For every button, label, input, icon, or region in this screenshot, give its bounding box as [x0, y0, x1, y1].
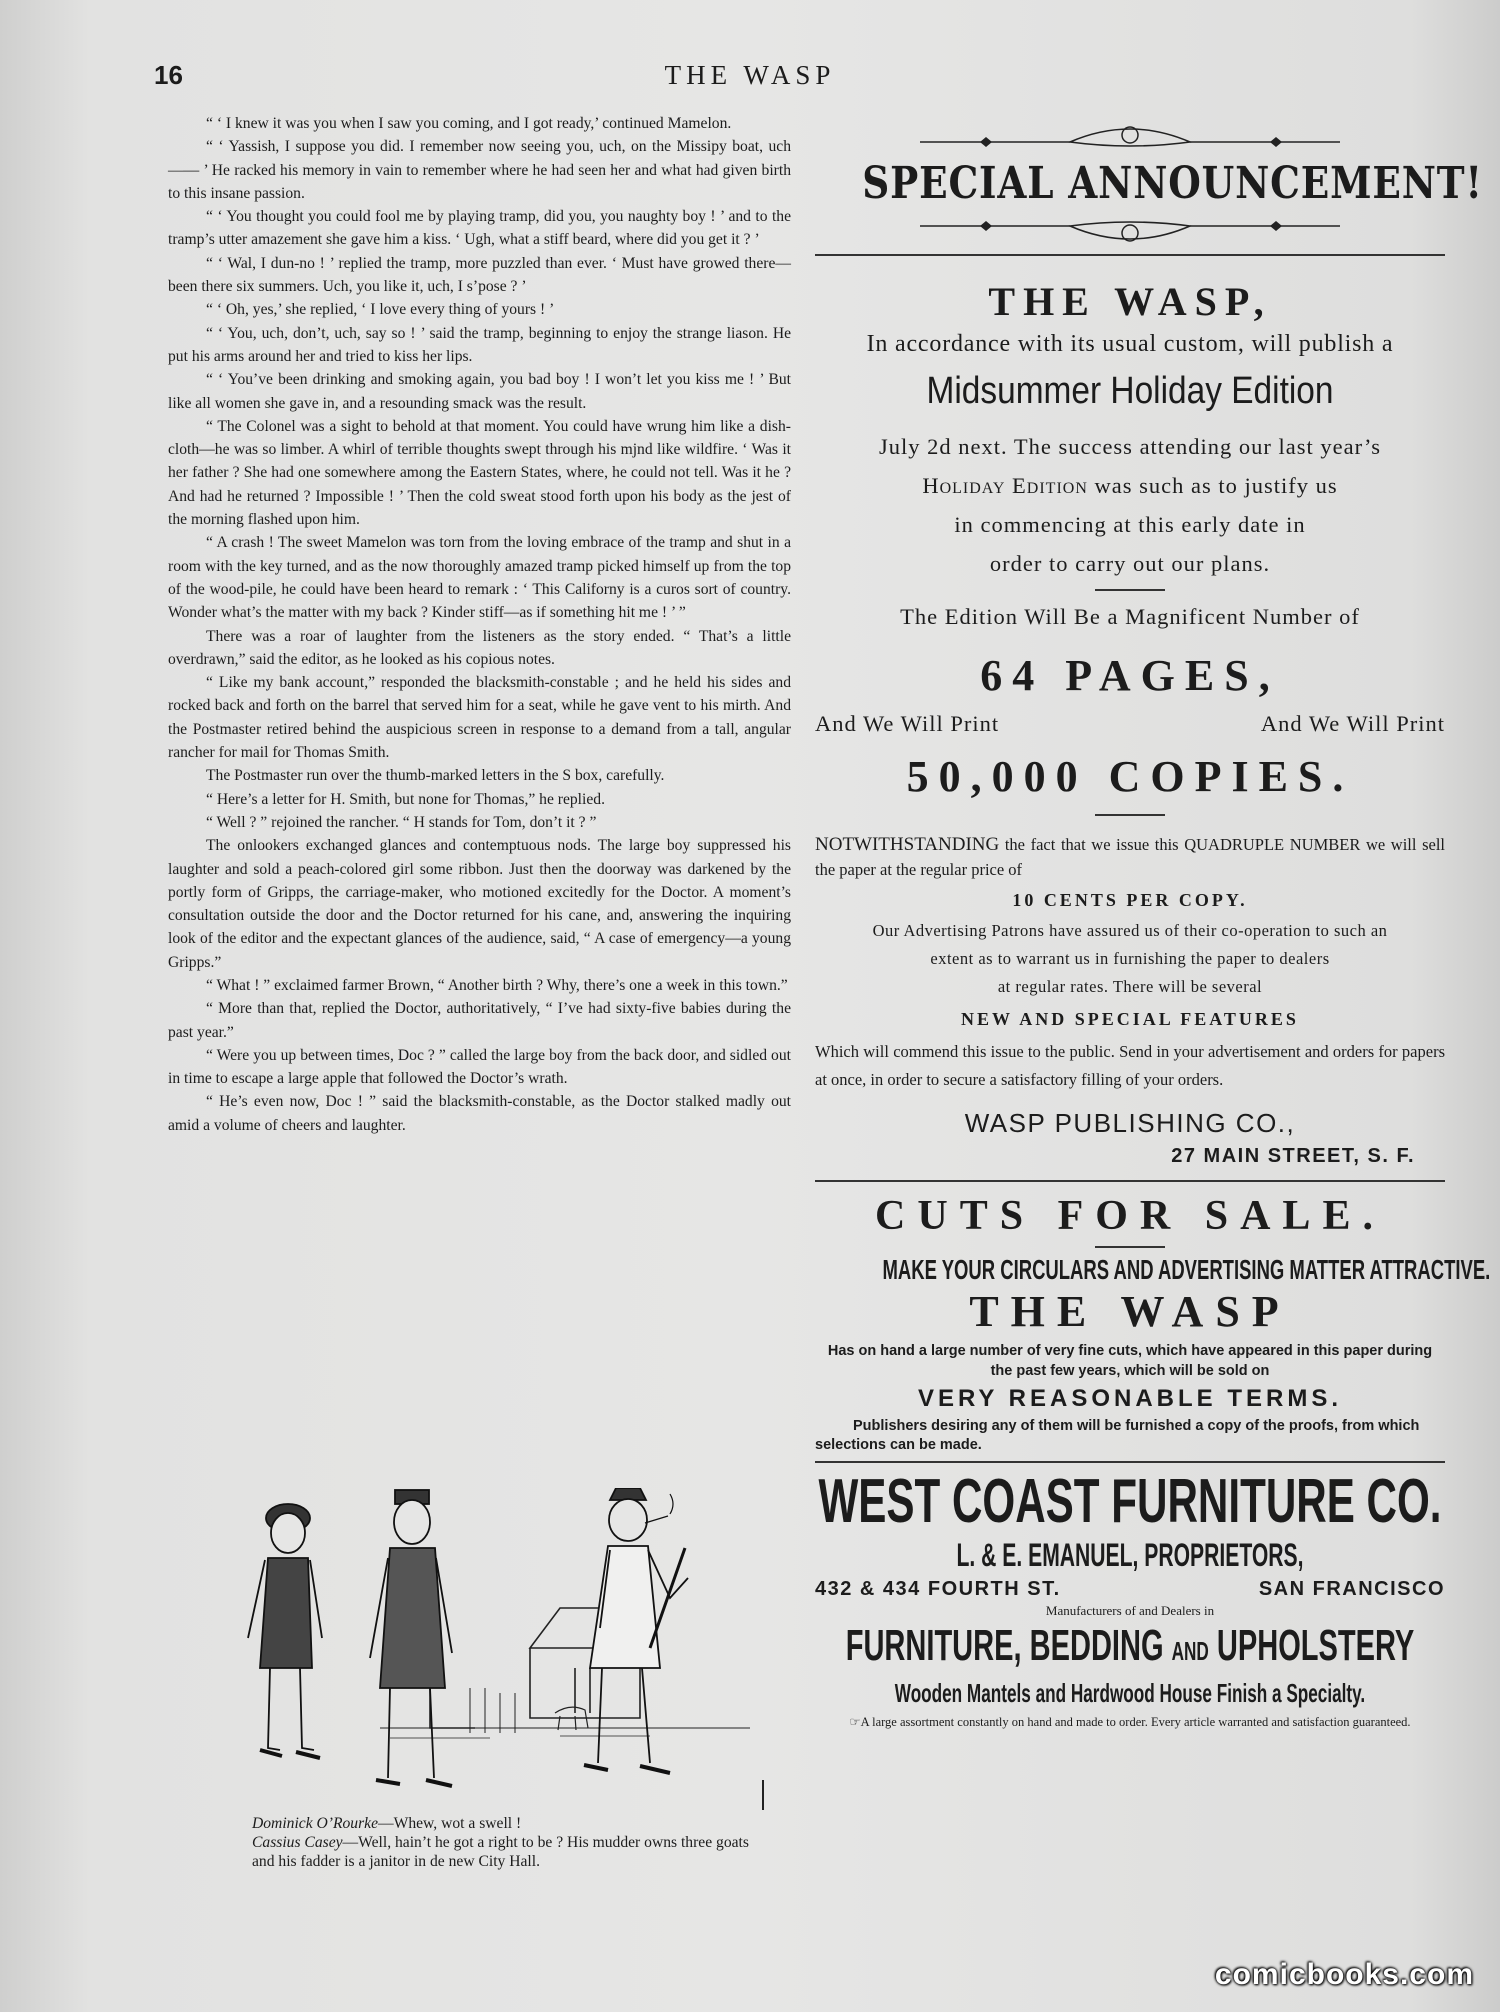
story-paragraph: “ More than that, replied the Doctor, authoritatively, “ I’ve had sixty-five babies during the past year.”	[168, 1000, 791, 1041]
goods-text: FURNITURE, BEDDING	[845, 1621, 1172, 1670]
announcement-text: was such as to justify us	[1087, 473, 1338, 498]
story-paragraph: There was a roar of laughter from the listeners as the story ended. “ That’s a little overdrawn,” said the editor, as he looked as his copious notes.	[168, 627, 791, 668]
divider	[1095, 1246, 1165, 1248]
story-paragraph: “ ‘ You’ve been drinking and smoking again, you bad boy ! I won’t let you kiss me ! ’ But like all women she gave in, and a resounding smack was the result.	[168, 371, 791, 412]
story-paragraph: “ ‘ You, uch, don’t, uch, say so ! ’ said the tramp, beginning to enjoy the strange liason. He put his arms around her and tried to kiss her lips.	[168, 324, 791, 365]
cartoon-caption	[252, 1814, 756, 1871]
cuts-subhead: MAKE YOUR CIRCULARS AND ADVERTISING MATTER ATTRACTIVE.	[882, 1254, 1491, 1285]
company-address: 27 MAIN STREET, S. F.	[1171, 1145, 1415, 1167]
notice-lead: NOTWITHSTANDING	[815, 834, 1000, 855]
edition-line: The Edition Will Be a Magnificent Number of	[900, 604, 1360, 629]
story-paragraph: “ The Colonel was a sight to behold at that moment. You could have wrung him like a dish-cloth—he was so limber. A whirl of terrible thoughts swept through his mjnd like wildfire. ‘ Was it her father ? She had one somewhere among the Eastern States, where, he could not tell. Was it he ? And had he returned ? Impossible ! ’ Then the cold sweat stood forth upon his body as the jest of the morning flashed upon him.	[168, 417, 791, 529]
notice-paragraph	[815, 832, 1445, 882]
ornament-icon	[920, 214, 1340, 248]
story-paragraph: The onlookers exchanged glances and contemptuous nods. The large boy suppressed his laughter and sold a peach-colored girl some ribbon. Just then the doorway was darkened by the portly form of Gripps, the carriage-maker, who motioned excitedly for the Doctor. A moment’s consultation outside the door and the Doctor returned for his cane, and, answering the inquiring look of the editor and the expectant glances of the audience, said, “ A case of emergency—a young Gripps.”	[168, 837, 791, 971]
announcement-intro: In accordance with its usual custom, will publish a	[866, 331, 1394, 357]
special-announcement-heading: SPECIAL ANNOUNCEMENT!	[862, 158, 1483, 209]
edition-title: Midsummer Holiday Edition	[926, 370, 1334, 412]
story-paragraph: “ A crash ! The sweet Mamelon was torn from the loving embrace of the tramp and shut in a room with the key turned, and as the now thoroughly amazed tramp picked himself up from the top of the wood-pile, he could have been heard to remark : ‘ This Californy is a curos sort of country. Wonder what’s the matter with my back ? Kinder stiff—as if something hit me ! ’ ”	[168, 534, 791, 622]
furniture-specialty: Wooden Mantels and Hardwood House Finish a Specialty.	[894, 1678, 1366, 1708]
caption-line: —Whew, wot a swell !	[378, 1815, 522, 1832]
story-paragraph: “ ‘ I knew it was you when I saw you coming, and I got ready,’ continued Mamelon.	[206, 115, 732, 132]
print-label-right: And We Will Print	[1260, 711, 1445, 736]
furniture-stock-note	[815, 1715, 1445, 1730]
cuts-publishers-note: Publishers desiring any of them will be furnished a copy of the proofs, from which selections can be made.	[815, 1418, 1420, 1453]
cuts-body: Has on hand a large number of very fine cuts, which have appeared in this paper during the past few years, which will be sold on	[827, 1343, 1433, 1379]
furniture-proprietors: L. & E. EMANUEL, PROPRIETORS,	[956, 1537, 1304, 1573]
story-paragraph: “ ‘ You thought you could fool me by playing tramp, did you, you naughty boy ! ’ and to the tramp’s utter amazement she gave him a kiss. ‘ Ugh, what a stiff beard, where did you get it ? ’	[168, 208, 791, 249]
caption-speaker: Dominick O’Rourke	[252, 1815, 379, 1832]
publisher-name: THE WASP,	[988, 279, 1272, 324]
patrons-line: extent as to warrant us in furnishing the paper to dealers	[930, 949, 1330, 968]
watermark: comicbooks.com	[1214, 1958, 1474, 1991]
caption-speaker: Cassius Casey	[252, 1834, 343, 1851]
divider	[1095, 814, 1165, 816]
story-paragraph: “ What ! ” exclaimed farmer Brown, “ Another birth ? Why, there’s one a week in this town.”	[206, 976, 788, 994]
print-label-left: And We Will Print	[815, 711, 1000, 736]
print-row	[815, 711, 1445, 737]
cartoon-illustration	[230, 1488, 770, 1828]
divider	[815, 1461, 1445, 1463]
story-paragraph: “ ‘ Wal, I dun-no ! ’ replied the tramp, more puzzled than ever. ‘ Must have growed there—been there six summers. Uch, you like it, uch, I s’pose ? ’	[168, 254, 791, 296]
story-paragraph: “ He’s even now, Doc ! ” said the blacksmith-constable, as the Doctor stalked madly out amid a volume of cheers and laughter.	[168, 1093, 791, 1134]
story-paragraph: “ Well ? ” rejoined the rancher. “ H stands for Tom, don’t it ? ”	[206, 813, 597, 831]
story-paragraph: “ ‘ Oh, yes,’ she replied, ‘ I love every thing of yours ! ’	[206, 301, 555, 319]
patrons-line: at regular rates. There will be several	[997, 977, 1263, 996]
divider	[1095, 589, 1165, 591]
price-line: 10 CENTS PER COPY.	[1012, 890, 1248, 910]
goods-text: UPHOLSTERY	[1208, 1621, 1415, 1670]
furniture-company-name: WEST COAST FURNITURE CO.	[818, 1467, 1442, 1536]
furniture-street: 432 & 434 FOURTH ST.	[815, 1578, 1061, 1600]
company-name: WASP PUBLISHING CO.,	[964, 1108, 1296, 1138]
goods-and: AND	[1171, 1636, 1209, 1666]
divider	[815, 254, 1445, 256]
advertisement-column	[815, 120, 1491, 1730]
furniture-dealers: Manufacturers of and Dealers in	[1045, 1603, 1215, 1618]
patrons-line: Our Advertising Patrons have assured us of their co-operation to such an	[872, 921, 1388, 940]
story-paragraph: The Postmaster run over the thumb-marked letters in the S box, carefully.	[206, 767, 665, 785]
ornament-icon	[920, 120, 1340, 154]
page-number: 16	[154, 60, 183, 90]
copies-count: 50,000 COPIES.	[906, 752, 1354, 801]
caption-line: —Well, hain’t he got a right to be ? His mudder owns three goats and his fadder is a janitor in de new City Hall.	[252, 1834, 749, 1870]
story-paragraph: “ Like my bank account,” responded the blacksmith-constable ; and he held his sides and rocked back and forth on the barrel that served him for a seat, while he gave vent to his mirth. And the Postmaster retired behind the auspicious screen in response to a demand from a tall, angular rancher for mail for Thomas Smith.	[168, 674, 791, 762]
story-paragraph: “ Here’s a letter for H. Smith, but none for Thomas,” he replied.	[206, 790, 605, 808]
cuts-heading: CUTS FOR SALE.	[875, 1193, 1385, 1239]
announcement-line	[815, 466, 1445, 505]
margin-mark	[762, 1780, 764, 1810]
furniture-address-row	[815, 1578, 1445, 1601]
divider	[815, 1180, 1445, 1182]
holiday-edition-label: Holiday Edition	[922, 473, 1088, 498]
story-paragraph: “ Were you up between times, Doc ? ” called the large boy from the back door, and sidled out in time to escape a large apple that followed the Doctor’s wrath.	[168, 1046, 791, 1088]
pointing-hand-icon: ☞	[849, 1715, 861, 1729]
story-column	[168, 112, 791, 1137]
features-line: NEW AND SPECIAL FEATURES	[961, 1009, 1299, 1029]
announcement-line: in commencing at this early date in	[954, 512, 1306, 537]
furniture-goods	[843, 1621, 1417, 1676]
notice-text: the fact that we issue this QUADRUPLE NUMBER we will sell the paper at the regular price of	[815, 835, 1445, 879]
story-paragraph: “ ‘ Yassish, I suppose you did. I remember now seeing you, uch, on the Missipy boat, uch—— ’ He racked his memory in vain to remember where he had seen her and what had given birth to this insane passion.	[168, 138, 791, 202]
running-title: THE WASP	[664, 60, 836, 90]
cuts-terms: VERY REASONABLE TERMS.	[917, 1385, 1343, 1412]
pages-count: 64 PAGES,	[980, 651, 1280, 700]
announcement-line: order to carry out our plans.	[989, 551, 1271, 576]
stock-text: A large assortment constantly on hand and made to order. Every article warranted and satisfaction guaranteed.	[860, 1715, 1411, 1729]
cuts-publisher: THE WASP	[969, 1287, 1291, 1336]
commend-paragraph: Which will commend this issue to the public. Send in your advertisement and orders for papers at once, in order to secure a satisfactory filling of your orders.	[815, 1042, 1445, 1089]
furniture-city: SAN FRANCISCO	[1258, 1578, 1445, 1600]
announcement-line: July 2d next. The success attending our last year’s	[879, 434, 1381, 459]
